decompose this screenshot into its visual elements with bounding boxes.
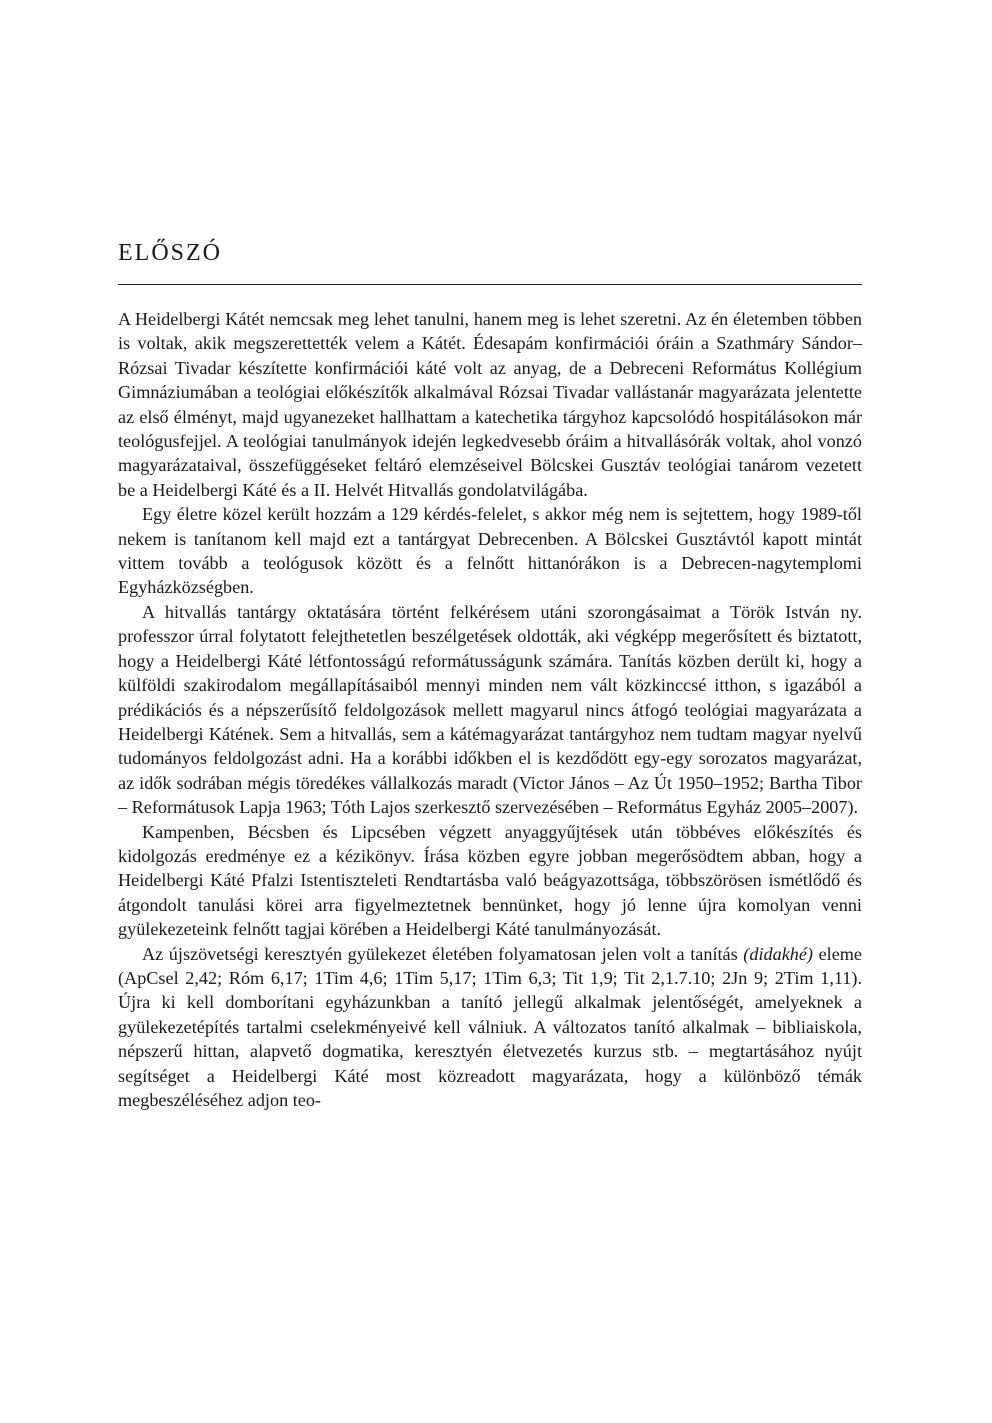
paragraph-5-italic-term: (didakhé) [743, 943, 813, 964]
body-text [118, 307, 862, 1112]
paragraph-4: Kampenben, Bécsben és Lipcsében végzett anyaggyűjtések után többéves előkészítés és kidolgozás eredménye ez a kézikönyv. Írása közben egyre jobban megerősödtem abban, hogy a Heidelbergi Káté Pfalzi Istentiszteleti Rendtartásba való beágyazottsága, többszörösen ismétlődő és átgondolt tanulási körei arra figyelmeztetnek bennünket, hogy jó lenne újra komolyan venni gyülekezeteink felnőtt tagjai körében a Heidelbergi Káté tanulmányozását. [118, 821, 862, 940]
paragraph-5-rest: eleme (ApCsel 2,42; Róm 6,17; 1Tim 4,6; 1Tim 5,17; 1Tim 6,3; Tit 1,9; Tit 2,1.7.10; 2Jn 9; 2Tim 1,11). Újra ki kell domborítani egyházunkban a tanító jellegű alkalmak jelentőségét, amelyeknek a gyülekezetépítés tartalmi cselekményeivé kell válniuk. A változatos tanító alkalmak – bibliaiskola, népszerű hittan, alapvető dogmatika, keresztyén életvezetés kurzus stb. – megtartásához nyújt segítséget a Heidelbergi Káté most közreadott magyarázata, hogy a különböző témák megbeszéléséhez adjon teo- [118, 943, 862, 1110]
chapter-title: ELŐSZÓ [118, 240, 222, 266]
paragraph-5 [118, 942, 862, 1113]
paragraph-3: A hitvallás tantárgy oktatására történt felkérésem utáni szorongásaimat a Török István ny. professzor úrral folytatott felejthetetlen beszélgetések oldották, aki végképp megerősített és biztatott, hogy a Heidelbergi Káté létfontosságú reformátusságunk számára. Tanítás közben derült ki, hogy a külföldi szakirodalom megállapításaiból mennyi minden nem vált közkinccsé itthon, s igazából a prédikációs és a népszerűsítő feldolgozások mellett magyarul nincs átfogó teológiai magyarázata a Heidelbergi Kátének. Sem a hitvallás, sem a kátémagyarázat tantárgyhoz nem tudtam magyar nyelvű tudományos feldolgozást adni. Ha a korábbi időkben el is kezdődött egy-egy sorozatos magyarázat, az idők sodrában mégis töredékes vállalkozás maradt (Victor János – Az Út 1950–1952; Bartha Tibor – Reformátusok Lapja 1963; Tóth Lajos szerkesztő szervezésében – Református Egyház 2005–2007). [118, 601, 862, 818]
title-rule [118, 284, 862, 285]
paragraph-2: Egy életre közel került hozzám a 129 kérdés-felelet, s akkor még nem is sejtettem, hogy 1989-től nekem is tanítanom kell majd ezt a tantárgyat Debrecenben. A Bölcskei Gusztávtól kapott mintát vittem tovább a teológusok között és a felnőtt hittanórákon is a Debrecen-nagytemplomi Egyházközségben. [118, 504, 862, 598]
paragraph-5-start: Az újszövetségi keresztyén gyülekezet életében folyamatosan jelen volt a tanítás [142, 943, 744, 964]
paragraph-1: A Heidelbergi Kátét nemcsak meg lehet tanulni, hanem meg is lehet szeretni. Az én életemben többen is voltak, akik megszerettették velem a Kátét. Édesapám konfirmációi óráin a Szathmáry Sándor–Rózsai Tivadar készítette konfirmációi káté volt az anyag, de a Debreceni Református Kollégium Gimnáziumában a teológiai előkészítők alkalmával Rózsai Tivadar vallástanár magyarázata jelentette az első élményt, majd ugyanezeket hallhattam a katechetika tárgyhoz kapcsolódó hospitálásokon már teológusfejjel. A teológiai tanulmányok idején legkedvesebb óráim a hitvallásórák voltak, ahol vonzó magyarázataival, összefüggéseket feltáró elemzéseivel Bölcskei Gusztáv teológiai tanárom vezetett be a Heidelbergi Káté és a II. Helvét Hitvallás gondolatvilágába. [118, 309, 862, 500]
page [118, 236, 862, 1112]
